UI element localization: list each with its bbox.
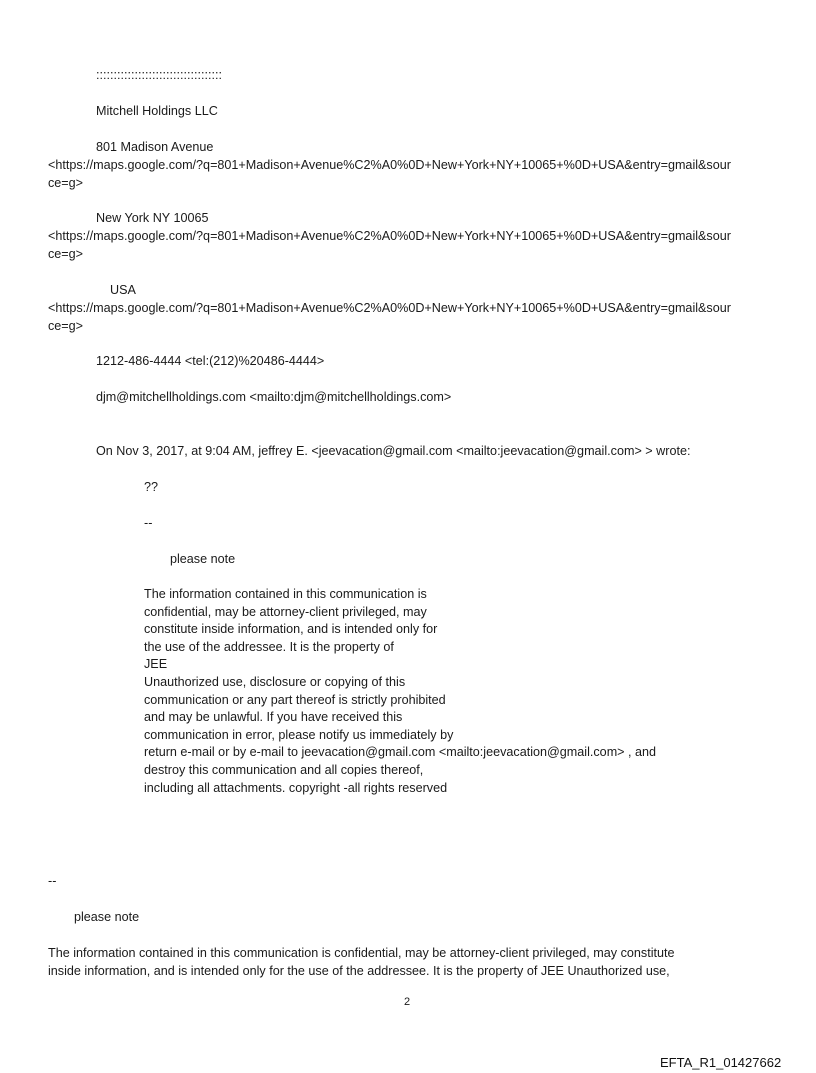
bottom-disclaimer-line: The information contained in this communication is confidential, may be attorney-client privileged, may constitute [48,946,675,960]
map-link[interactable]: <https://maps.google.com/?q=801+Madison+Avenue%C2%A0%0D+New+York+NY+10065+%0D+USA&entry=gmail&sour [48,301,731,315]
map-link-wrap[interactable]: ce=g> [48,247,84,261]
country: USA [110,283,136,297]
disclaimer-line: destroy this communication and all copies thereof, [144,762,424,777]
disclaimer-line: confidential, may be attorney-client privileged, may [144,604,427,619]
disclaimer-line: The information contained in this communication is [144,587,427,601]
disclaimer-line: Unauthorized use, disclosure or copying of this [144,674,406,689]
disclaimer-line: including all attachments. copyright -all rights reserved [144,780,448,795]
disclaimer-line: JEE [144,657,168,672]
disclaimer-line: return e-mail or by e-mail to jeevacation@gmail.com <mailto:jeevacation@gmail.com> , and [144,745,657,760]
note-title: please note [170,552,236,566]
quoted-message: ?? [144,480,159,494]
company-name: Mitchell Holdings LLC [96,104,218,118]
address-line1: 801 Madison Avenue [96,140,214,154]
email-link[interactable]: djm@mitchellholdings.com <mailto:djm@mitchellholdings.com> [96,390,452,404]
quoted-intro: On Nov 3, 2017, at 9:04 AM, jeffrey E. <jeevacation@gmail.com <mailto:jeevacation@gmail.com> > wrote: [96,444,691,458]
signature-separator: -- [144,516,153,530]
document-id: EFTA_R1_01427662 [660,1055,782,1070]
disclaimer-line: communication or any part thereof is strictly prohibited [144,692,446,707]
address-line2: New York NY 10065 [96,211,209,225]
disclaimer-line: constitute inside information, and is intended only for [144,622,438,637]
disclaimer-line: the use of the addressee. It is the property of [144,639,394,654]
disclaimer-line: communication in error, please notify us immediately by [144,727,454,742]
page-number: 2 [404,996,411,1008]
map-link-wrap[interactable]: ce=g> [48,319,84,333]
bottom-separator: -- [48,874,57,888]
disclaimer-line: and may be unlawful. If you have received this [144,710,403,725]
map-link-wrap[interactable]: ce=g> [48,176,84,190]
bottom-disclaimer-line: inside information, and is intended only for the use of the addressee. It is the property of JEE Unauthorized use, [48,964,670,978]
disclaimer-block [144,586,656,797]
map-link[interactable]: <https://maps.google.com/?q=801+Madison+Avenue%C2%A0%0D+New+York+NY+10065+%0D+USA&entry=gmail&sour [48,158,731,172]
bottom-note-title: please note [74,910,140,924]
separator-dots: :::::::::::::::::::::::::::::::::::: [96,68,222,82]
phone-link[interactable]: 1212-486-4444 <tel:(212)%20486-4444> [96,354,325,368]
map-link[interactable]: <https://maps.google.com/?q=801+Madison+Avenue%C2%A0%0D+New+York+NY+10065+%0D+USA&entry=gmail&sour [48,229,731,243]
